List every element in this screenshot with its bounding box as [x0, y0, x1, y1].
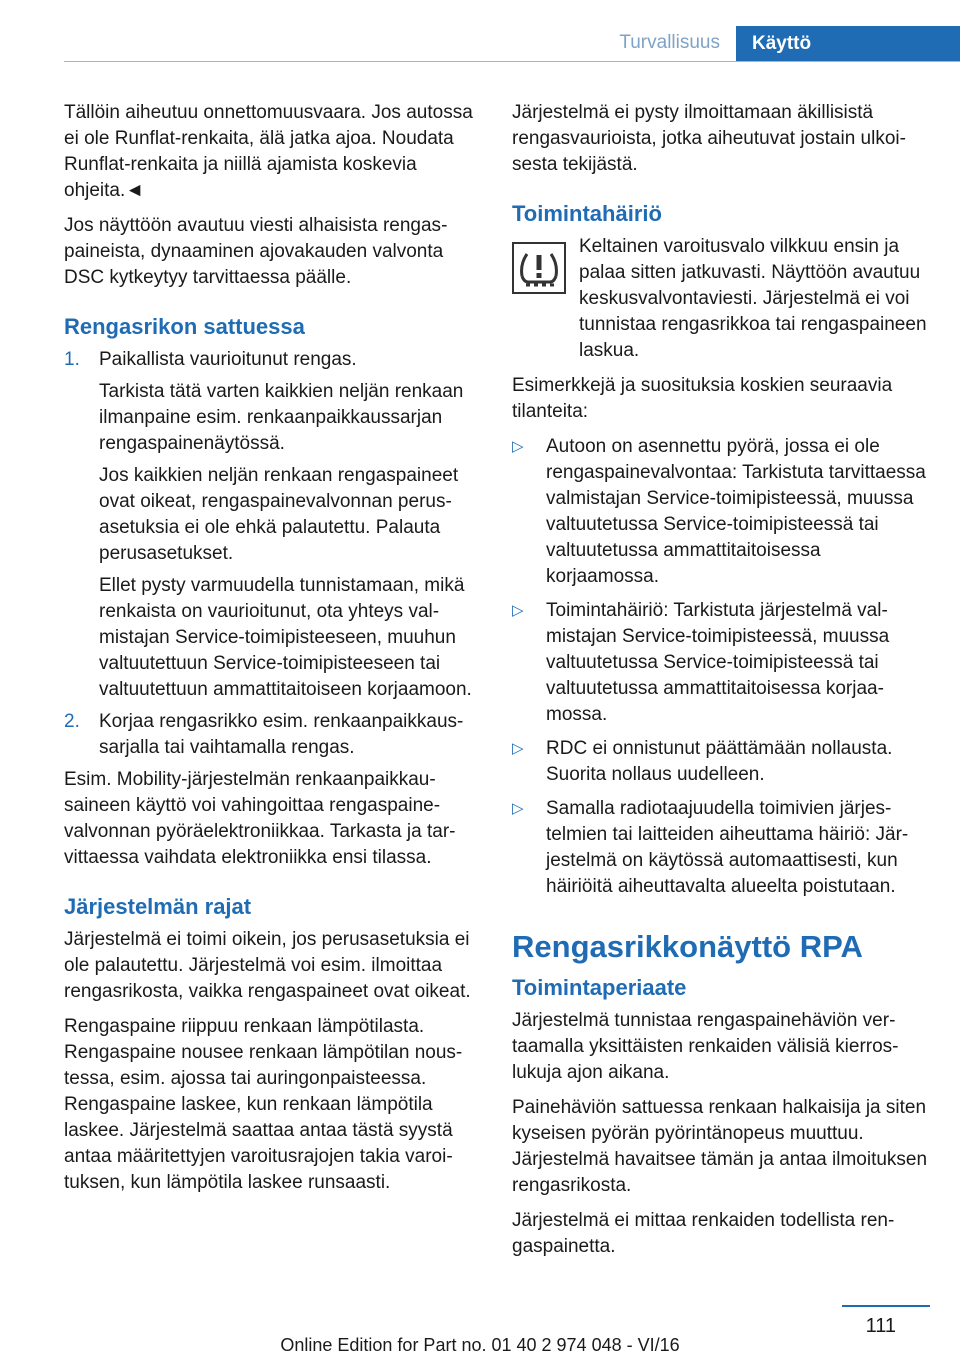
- list-item: [512, 598, 930, 728]
- paragraph: Jos näyttöön avautuu viesti alhaisista rengaspaineista, dynaaminen ajovakauden valvonta DSC kytkeytyy tarvittaessa päälle.: [64, 215, 448, 288]
- left-column: [64, 100, 482, 1205]
- list-item: [64, 347, 482, 703]
- paragraph: Esim. Mobility-järjestelmän renkaanpaikkausaineen käyttö voi vahingoittaa rengaspainevalvonnan pyöräelektroniikkaa. Tarkasta ja tarvittaessa vaihdata elektroniikka ensi tilassa.: [64, 769, 456, 868]
- paragraph: Korjaa rengasrikko esim. renkaanpaikkaussarjalla tai vaihtamalla rengas.: [99, 711, 464, 758]
- paragraph: Jos kaikkien neljän renkaan rengaspaineet ovat oikeat, rengaspainevalvonnan perusasetuksia ei ole ehkä palautettu. Palauta perusasetukset.: [99, 465, 459, 564]
- paragraph: Paikallista vaurioitunut rengas.: [99, 349, 357, 370]
- paragraph: Järjestelmä ei pysty ilmoittamaan äkillisistä rengasvaurioista, jotka aiheutuvat jostain ulkoisesta tekijästä.: [512, 102, 906, 175]
- bullet-triangle-icon: ▷: [512, 602, 524, 619]
- warning-text: Keltainen varoitusvalo vilkkuu ensin ja palaa sitten jatkuvasti. Näyttöön avautuu keskusvalvontaviesti. Järjestelmä ei voi tunnistaa rengasrikkoa tai rengaspaineen laskua.: [579, 236, 927, 361]
- right-column: [512, 100, 930, 1269]
- bullet-text: Samalla radiotaajuudella toimivien järjestelmien tai laitteiden aiheuttama häiriö: Järjestelmä on käytössä automaattisesti, kun häiriöitä aiheuttavalta alueelta poistutaan.: [546, 798, 909, 897]
- bullet-triangle-icon: ▷: [512, 740, 524, 757]
- heading-rpa: Rengasrikkonäyttö RPA: [512, 929, 863, 964]
- page-header: [0, 26, 960, 62]
- bullet-triangle-icon: ▷: [512, 800, 524, 817]
- paragraph: Tällöin aiheutuu onnettomuusvaara. Jos autossa ei ole Runflat-renkaita, älä jatka ajoa. Noudata Runflat-renkaita ja niillä ajamista koskevia ohjeita.◄: [64, 102, 473, 201]
- page-number-rule: [842, 1305, 930, 1307]
- heading-principle: Toimintaperiaate: [512, 975, 687, 1000]
- paragraph: Järjestelmä ei mittaa renkaiden todellista rengaspainetta.: [512, 1210, 895, 1257]
- tire-pressure-warning-icon: [512, 242, 566, 294]
- list-item: [512, 796, 930, 900]
- page-number: 111: [865, 1315, 896, 1337]
- list-item: [64, 709, 482, 761]
- header-section[interactable]: Turvallisuus: [619, 32, 720, 53]
- list-item: [512, 434, 930, 590]
- heading-puncture: Rengasrikon sattuessa: [64, 314, 305, 339]
- list-number: 1.: [64, 349, 80, 370]
- header-divider: [64, 61, 960, 62]
- list-item: [512, 736, 930, 788]
- header-tab-active[interactable]: Käyttö: [736, 26, 960, 62]
- paragraph: Järjestelmä tunnistaa rengaspainehäviön vertaamalla yksittäisten renkaiden välisiä kierroslukuja ajon aikana.: [512, 1010, 899, 1083]
- bullet-text: Toimintahäiriö: Tarkistuta järjestelmä valmistajan Service-toimipisteessä, muussa valtuutetussa Service-toimipisteessä tai valtuutetussa ammattitaitoisessa korjaamossa.: [546, 600, 890, 725]
- bullet-text: RDC ei onnistunut päättämään nollausta. Suorita nollaus uudelleen.: [546, 738, 893, 785]
- heading-limits: Järjestelmän rajat: [64, 894, 252, 919]
- paragraph: Ellet pysty varmuudella tunnistamaan, mikä renkaista on vaurioitunut, ota yhteys valmistajan Service-toimipisteeseen, muuhun valtuutettuun Service-toimipisteeseen tai valtuutettuun ammattitaitoiseen korjaamoon.: [99, 575, 472, 700]
- bullet-triangle-icon: ▷: [512, 438, 524, 455]
- warning-block: [512, 234, 930, 364]
- paragraph: Painehäviön sattuessa renkaan halkaisija ja siten kyseisen pyörän pyörintänopeus muuttuu. Järjestelmä havaitsee tämän ja antaa ilmoituksen rengasrikosta.: [512, 1097, 928, 1196]
- footer-edition: Online Edition for Part no. 01 40 2 974 048 - VI/16: [280, 1335, 680, 1355]
- paragraph: Tarkista tätä varten kaikkien neljän renkaan ilmanpaine esim. renkaanpaikkaussarjan rengaspainenäytössä.: [99, 381, 464, 454]
- paragraph: Rengaspaine riippuu renkaan lämpötilasta. Rengaspaine nousee renkaan lämpötilan noustessa, esim. ajossa tai auringonpaisteessa. Rengaspaine laskee, kun renkaan lämpötila laskee. Järjestelmä saattaa antaa tästä syystä antaa määritettyjen varoitusrajojen takia varoituksen, kun lämpötila laskee runsaasti.: [64, 1016, 463, 1193]
- list-number: 2.: [64, 711, 80, 732]
- bullet-text: Autoon on asennettu pyörä, jossa ei ole rengaspainevalvontaa: Tarkistuta tarvittaessa valmistajan Service-toimipisteessä, muussa valtuutetussa Service-toimipisteessä tai valtuutetussa ammattitaitoisessa korjaamossa.: [546, 436, 926, 587]
- paragraph: Järjestelmä ei toimi oikein, jos perusasetuksia ei ole palautettu. Järjestelmä voi esim. ilmoittaa rengasrikosta, vaikka rengaspaineet ovat oikeat.: [64, 929, 471, 1002]
- paragraph: Esimerkkejä ja suosituksia koskien seuraavia tilanteita:: [512, 375, 893, 422]
- heading-fault: Toimintahäiriö: [512, 201, 662, 226]
